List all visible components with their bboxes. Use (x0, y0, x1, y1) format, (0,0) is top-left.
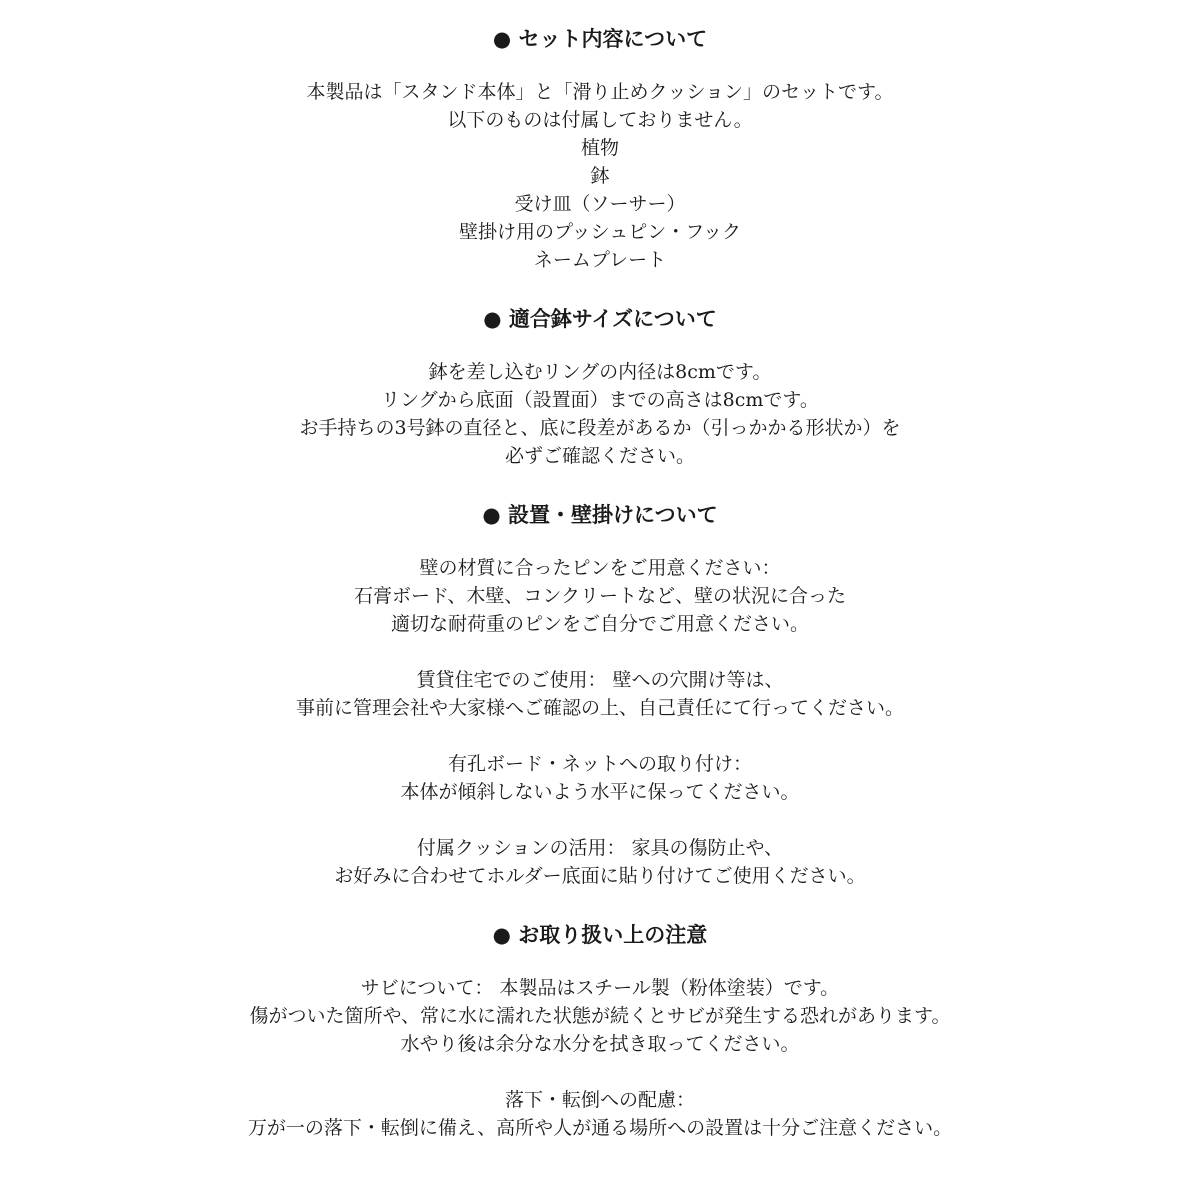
notes-section (0, 302, 1200, 470)
section-heading: ● お取り扱い上の注意 (492, 922, 708, 947)
section-spacer (0, 890, 1200, 918)
text-line: 落下・転倒への配慮： (504, 1089, 695, 1111)
paragraph-spacer (0, 722, 1200, 750)
text-line: 壁の材質に合ったピンをご用意ください： (419, 557, 781, 579)
section-heading: ● 適合鉢サイズについて (483, 306, 717, 331)
section-spacer (0, 470, 1200, 498)
paragraph (0, 750, 1200, 806)
section-heading: ● 設置・壁掛けについて (482, 502, 718, 527)
text-line: 本製品は「スタンド本体」と「滑り止めクッション」のセットです。 (306, 81, 894, 103)
paragraph (0, 666, 1200, 722)
notes-section (0, 22, 1200, 274)
text-line: 万が一の落下・転倒に備え、高所や人が通る場所への設置は十分ご注意ください。 (247, 1117, 953, 1139)
heading-spacer (0, 56, 1200, 78)
notes-document (0, 22, 1200, 1142)
text-line: 植物 (580, 137, 619, 159)
paragraph (0, 974, 1200, 1058)
notes-section (0, 918, 1200, 1142)
paragraph-spacer (0, 1058, 1200, 1086)
text-line: 本体が傾斜しないよう水平に保ってください。 (400, 781, 800, 803)
paragraph (0, 834, 1200, 890)
paragraph-spacer (0, 806, 1200, 834)
text-line: 傷がついた箇所や、常に水に濡れた状態が続くとサビが発生する恐れがあります。 (249, 1005, 951, 1027)
text-line: 必ずご確認ください。 (504, 445, 695, 467)
paragraph (0, 554, 1200, 638)
section-spacer (0, 274, 1200, 302)
heading-spacer (0, 532, 1200, 554)
paragraph (0, 78, 1200, 274)
section-heading: ● セット内容について (492, 26, 708, 51)
text-line: 鉢を差し込むリングの内径は8cmです。 (428, 361, 772, 383)
text-line: お好みに合わせてホルダー底面に貼り付けてご使用ください。 (334, 865, 866, 887)
heading-spacer (0, 336, 1200, 358)
text-line: 石膏ボード、木壁、コンクリートなど、壁の状況に合った (354, 585, 846, 607)
text-line: 壁掛け用のプッシュピン・フック (459, 221, 741, 243)
text-line: リングから底面（設置面）までの高さは8cmです。 (381, 389, 819, 411)
text-line: 以下のものは付属しておりません。 (447, 109, 753, 131)
text-line: 付属クッションの活用： 家具の傷防止や、 (416, 837, 784, 859)
text-line: お手持ちの3号鉢の直径と、底に段差があるか（引っかかる形状か）を (299, 417, 901, 439)
text-line: 事前に管理会社や大家様へご確認の上、自己責任にて行ってください。 (295, 697, 904, 719)
text-line: 水やり後は余分な水分を拭き取ってください。 (400, 1033, 800, 1055)
text-line: 有孔ボード・ネットへの取り付け： (447, 753, 752, 775)
text-line: 賃貸住宅でのご使用： 壁への穴開け等は、 (416, 669, 784, 691)
paragraph (0, 1086, 1200, 1142)
text-line: サビについて： 本製品はスチール製（粉体塗装）です。 (360, 977, 840, 999)
paragraph (0, 358, 1200, 470)
notes-section (0, 498, 1200, 890)
paragraph-spacer (0, 638, 1200, 666)
text-line: 適切な耐荷重のピンをご自分でご用意ください。 (390, 613, 809, 635)
heading-spacer (0, 952, 1200, 974)
text-line: 受け皿（ソーサー） (514, 193, 686, 215)
text-line: 鉢 (590, 165, 610, 187)
text-line: ネームプレート (533, 249, 667, 271)
